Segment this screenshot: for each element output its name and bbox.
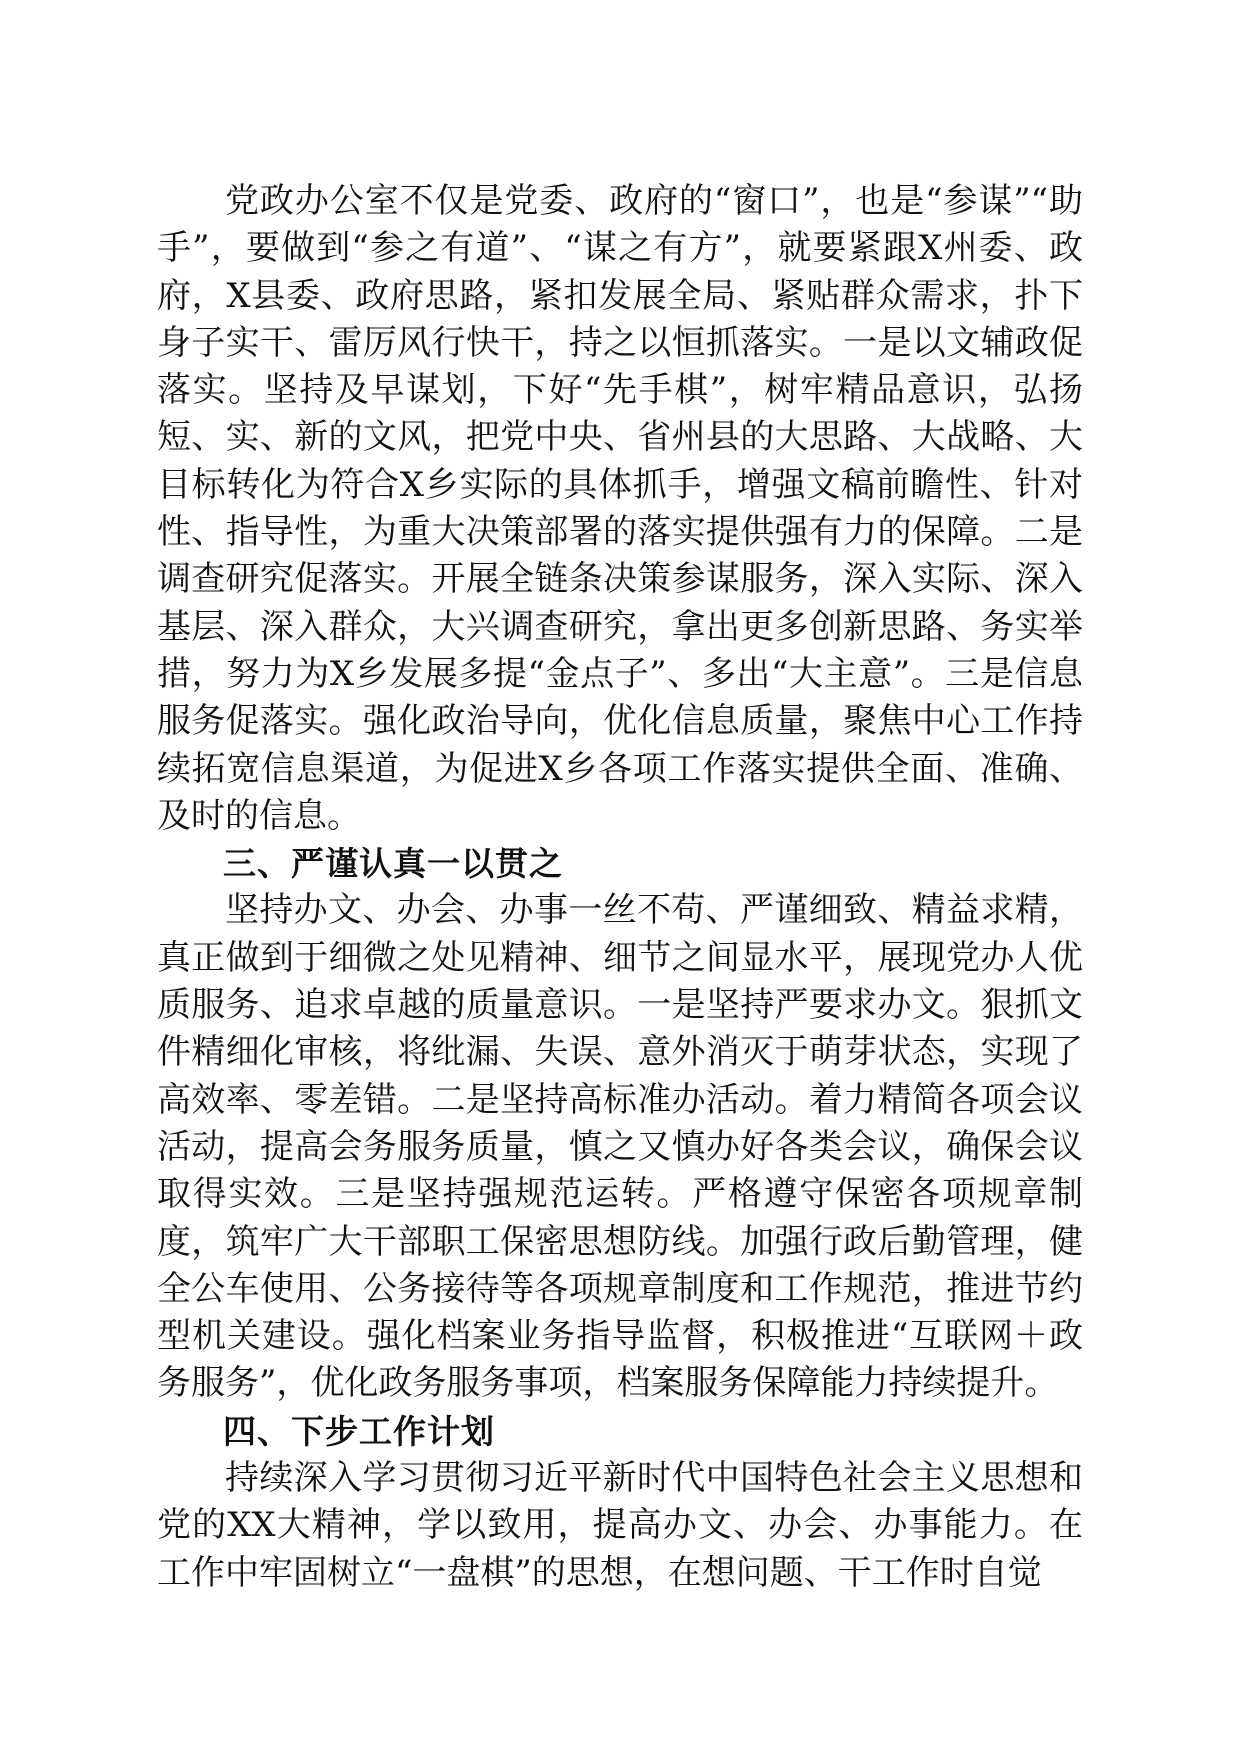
body-paragraph-1: 党政办公室不仅是党委、政府的“窗口”，也是“参谋”“助手”，要做到“参之有道”、“谋之有方”，就要紧跟X州委、政府，X县委、政府思路，紧扣发展全局、紧贴群众需求，扑下身子实干、雷厉风行快干，持之以恒抓落实。一是以文辅政促落实。坚持及早谋划，下好“先手棋”，树牢精品意识，弘扬短、实、新的文风，把党中央、省州县的大思路、大战略、大目标转化为符合X乡实际的具体抓手，增强文稿前瞻性、针对性、指导性，为重大决策部署的落实提供强有力的保障。二是调查研究促落实。开展全链条决策参谋服务，深入实际、深入基层、深入群众，大兴调查研究，拿出更多创新思路、务实举措，努力为X乡发展多提“金点子”、多出“大主意”。三是信息服务促落实。强化政治导向，优化信息质量，聚焦中心工作持续拓宽信息渠道，为促进X乡各项工作落实提供全面、准确、及时的信息。 (157, 181, 1083, 836)
document-page (157, 178, 1083, 1597)
body-paragraph-2: 坚持办文、办会、办事一丝不苟、严谨细致、精益求精，真正做到于细微之处见精神、细节之间显水平，展现党办人优质服务、追求卓越的质量意识。一是坚持严要求办文。狠抓文件精细化审核，将纰漏、失误、意外消灭于萌芽状态，实现了高效率、零差错。二是坚持高标准办活动。着力精简各项会议活动，提高会务服务质量，慎之又慎办好各类会议，确保会议取得实效。三是坚持强规范运转。严格遵守保密各项规章制度，筑牢广大干部职工保密思想防线。加强行政后勤管理，健全公车使用、公务接待等各项规章制度和工作规范，推进节约型机关建设。强化档案业务指导监督，积极推进“互联网＋政务服务”，优化政务服务事项，档案服务保障能力持续提升。 (157, 890, 1083, 1404)
section-heading-4: 四、下步工作计划 (223, 1411, 495, 1451)
section-heading-3: 三、严谨认真一以贯之 (223, 844, 563, 884)
body-paragraph-3: 持续深入学习贯彻习近平新时代中国特色社会主义思想和党的XX大精神，学以致用，提高办文、办会、办事能力。在工作中牢固树立“一盘棋”的思想，在想问题、干工作时自觉 (157, 1458, 1083, 1593)
